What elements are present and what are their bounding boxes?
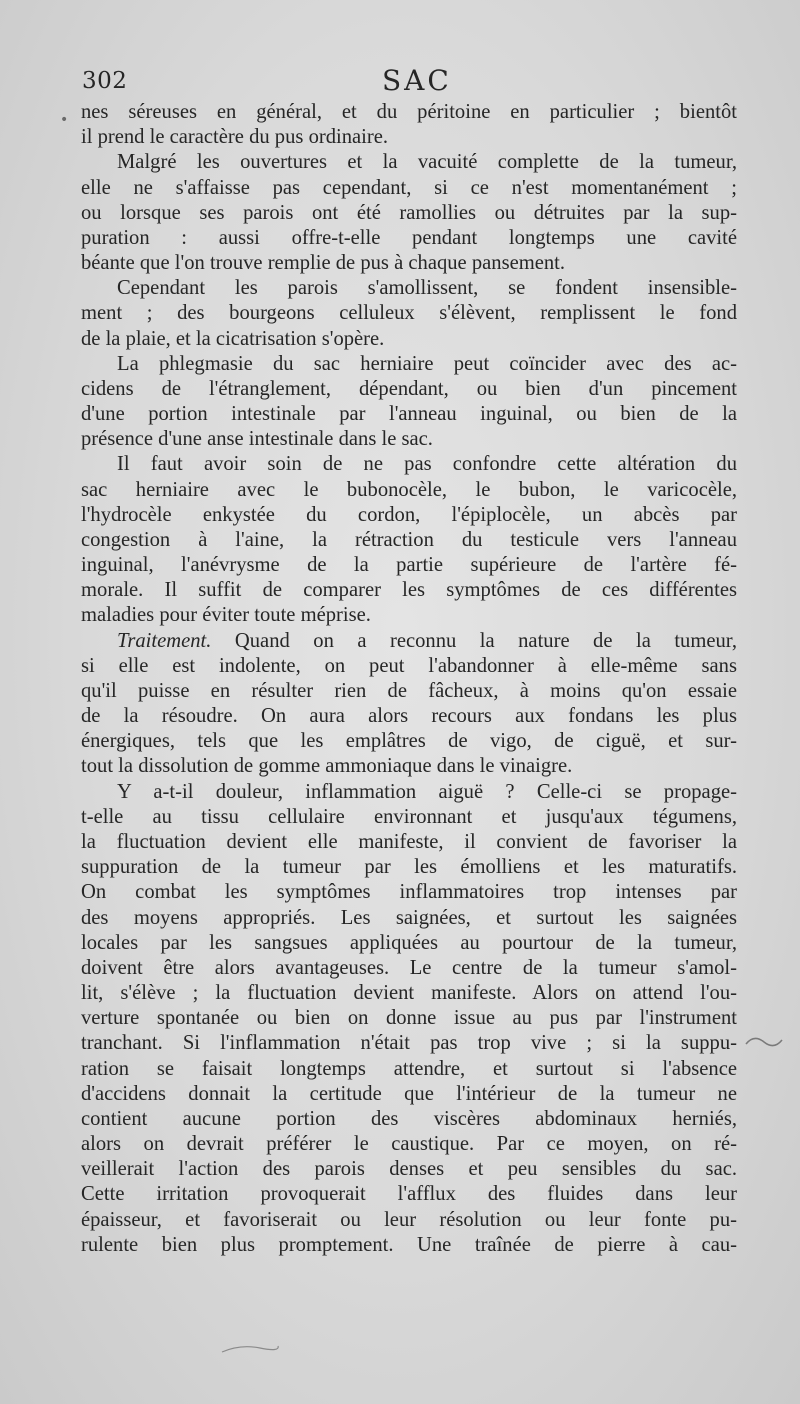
text-line: cidens de l'étranglement, dépendant, ou bien d'un pincement xyxy=(81,377,737,400)
text-line: l'hydrocèle enkystée du cordon, l'épiplocèle, un abcès par xyxy=(81,503,737,526)
text-line-with-section-label xyxy=(81,629,737,654)
text-line: maladies pour éviter toute méprise. xyxy=(81,604,371,627)
text-line: rulente bien plus promptement. Une traînée de pierre à cau- xyxy=(81,1233,737,1256)
text-line: Cependant les parois s'amollissent, se fondent insensible- xyxy=(117,277,737,300)
text-line: il prend le caractère du pus ordinaire. xyxy=(81,126,389,149)
page-number: 302 xyxy=(82,68,128,94)
text-line: de la plaie, et la cicatrisation s'opère. xyxy=(81,327,385,350)
text-line: ment ; des bourgeons celluleux s'élèvent, remplissent le fond xyxy=(81,302,737,325)
text-line: t-elle au tissu cellulaire environnant et jusqu'aux tégumens, xyxy=(81,805,737,828)
bottom-stray-mark xyxy=(220,1340,280,1360)
text-line: suppuration de la tumeur par les émolliens et les maturatifs. xyxy=(81,856,737,879)
text-line: Il faut avoir soin de ne pas confondre cette altération du xyxy=(117,453,737,476)
text-line: béante que l'on trouve remplie de pus à chaque pansement. xyxy=(81,252,566,275)
text-line: puration : aussi offre-t-elle pendant longtemps une cavité xyxy=(81,226,737,249)
text-line: tout la dissolution de gomme ammoniaque dans le vinaigre. xyxy=(81,755,573,778)
text-line: La phlegmasie du sac herniaire peut coïncider avec des ac- xyxy=(117,352,737,375)
text-line: qu'il puisse en résulter rien de fâcheux, à moins qu'on essaie xyxy=(81,679,737,702)
text-line: nes séreuses en général, et du péritoine en particulier ; bientôt xyxy=(81,101,737,123)
text-line: alors on devrait préférer le caustique. Par ce moyen, on ré- xyxy=(81,1133,737,1156)
text-line: inguinal, l'anévrysme de la partie supérieure de l'artère fé- xyxy=(81,554,737,577)
text-line: des moyens appropriés. Les saignées, et surtout les saignées xyxy=(81,906,737,929)
text-line: contient aucune portion des viscères abdominaux herniés, xyxy=(81,1107,737,1130)
text-line: d'accidens donnait la certitude que l'intérieur de la tumeur ne xyxy=(81,1082,737,1105)
running-head xyxy=(82,64,738,104)
text-line: Malgré les ouvertures et la vacuité complette de la tumeur, xyxy=(117,151,737,174)
text-line: ou lorsque ses parois ont été ramollies ou détruites par la sup- xyxy=(81,201,737,224)
text-line: Y a-t-il douleur, inflammation aiguë ? Celle-ci se propage- xyxy=(117,780,737,803)
text-line: ration se faisait longtemps attendre, et surtout si l'absence xyxy=(81,1057,737,1080)
text-line: On combat les symptômes inflammatoires trop intenses par xyxy=(81,881,737,904)
header-title: SAC xyxy=(382,64,452,97)
text-line: la fluctuation devient elle manifeste, il convient de favoriser la xyxy=(81,830,737,853)
text-line: épaisseur, et favoriserait ou leur résolution ou leur fonte pu- xyxy=(81,1208,737,1231)
margin-tilde-mark xyxy=(744,1030,784,1054)
section-label-traitement: Traitement. xyxy=(117,629,212,652)
text-line: elle ne s'affaisse pas cependant, si ce n'est momentanément ; xyxy=(81,176,737,199)
text-line: veillerait l'action des parois denses et peu sensibles du sac. xyxy=(81,1158,737,1181)
text-line-continuation: Quand on a reconnu la nature de la tumeur, xyxy=(234,629,737,652)
text-line: de la résoudre. On aura alors recours aux fondans les plus xyxy=(81,705,737,728)
text-line: tranchant. Si l'inflammation n'était pas trop vive ; si la suppu- xyxy=(81,1032,737,1055)
body-text xyxy=(81,100,737,1258)
text-line: morale. Il suffit de comparer les symptômes de ces différentes xyxy=(81,579,737,602)
text-line: doivent être alors avantageuses. Le centre de la tumeur s'amol- xyxy=(81,956,737,979)
margin-dot-mark: • xyxy=(60,112,69,128)
text-line: lit, s'élève ; la fluctuation devient manifeste. Alors on attend l'ou- xyxy=(81,982,737,1005)
text-line: locales par les sangsues appliquées au pourtour de la tumeur, xyxy=(81,931,737,954)
text-line: énergiques, tels que les emplâtres de vigo, de ciguë, et sur- xyxy=(81,730,737,753)
text-line: sac herniaire avec le bubonocèle, le bubon, le varicocèle, xyxy=(81,478,737,501)
text-line: présence d'une anse intestinale dans le sac. xyxy=(81,428,433,451)
text-line: Cette irritation provoquerait l'afflux des fluides dans leur xyxy=(81,1183,737,1206)
text-line: d'une portion intestinale par l'anneau inguinal, ou bien de la xyxy=(81,403,737,426)
text-line: congestion à l'aine, la rétraction du testicule vers l'anneau xyxy=(81,528,737,551)
text-line: si elle est indolente, on peut l'abandonner à elle-même sans xyxy=(81,654,737,677)
text-line: verture spontanée ou bien on donne issue au pus par l'instrument xyxy=(81,1007,737,1030)
